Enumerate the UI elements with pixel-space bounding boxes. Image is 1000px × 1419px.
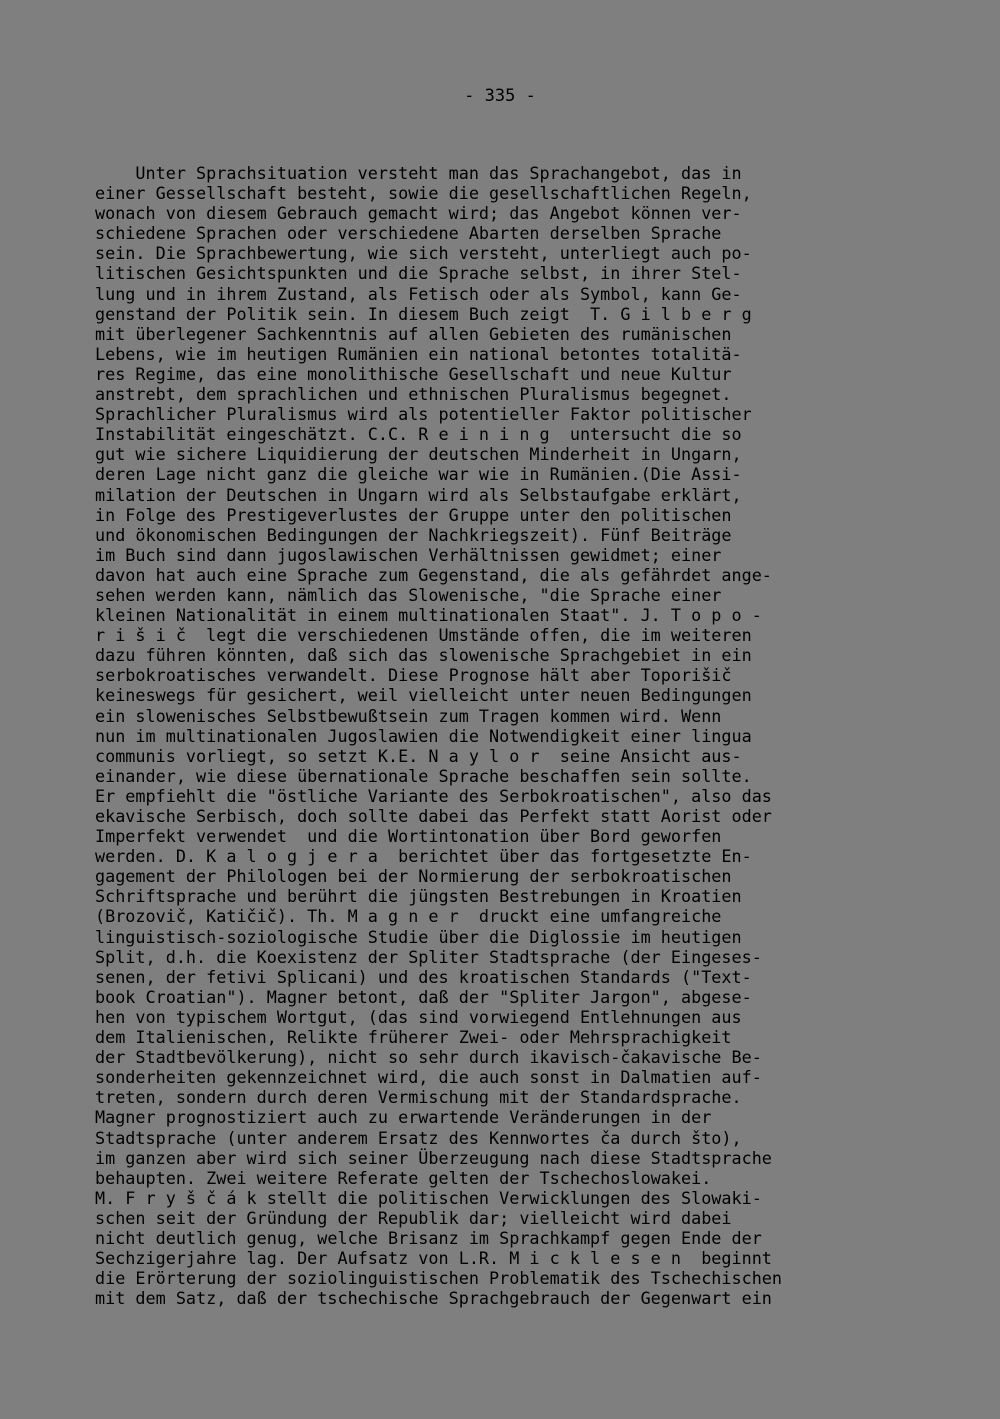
text-line: r i š i č legt die verschiedenen Umstände offen, die im weiteren [95,625,752,646]
text-line: serbokroatisches verwandelt. Diese Prognose hält aber Toporišič [95,665,732,686]
text-line: sein. Die Sprachbewertung, wie sich versteht, unterliegt auch po- [95,243,752,264]
body-text [95,163,925,1308]
text-line: Imperfekt verwendet und die Wortintonation über Bord geworfen [95,826,722,847]
text-line: milation der Deutschen in Ungarn wird als Selbstaufgabe erklärt, [95,484,742,505]
text-line: und ökonomischen Bedingungen der Nachkriegszeit). Fünf Beiträge [95,524,732,545]
text-line: kleinen Nationalität in einem multinationalen Staat". J. T o p o - [95,605,762,626]
text-line: Stadtsprache (unter anderem Ersatz des Kennwortes ča durch što), [95,1127,742,1148]
text-line: einander, wie diese übernationale Sprache beschaffen sein sollte. [95,765,752,786]
text-line: linguistisch-soziologische Studie über die Diglossie im heutigen [95,926,742,947]
text-line: Magner prognostiziert auch zu erwartende Veränderungen in der [95,1107,712,1128]
text-line: treten, sondern durch deren Vermischung mit der Standardsprache. [95,1087,742,1108]
text-line: mit überlegener Sachkenntnis auf allen Gebieten des rumänischen [95,323,732,344]
text-line: ekavische Serbisch, doch sollte dabei das Perfekt statt Aorist oder [95,806,772,826]
text-line: senen, der fetivi Splicani) und des kroatischen Standards ("Text- [95,966,752,987]
text-line: nicht deutlich genug, welche Brisanz im Sprachkampf gegen Ende der [95,1227,762,1248]
page-number: - 335 - [464,86,536,106]
text-line: Sechzigerjahre lag. Der Aufsatz von L.R. M i c k l e s e n beginnt [95,1248,772,1269]
text-line: anstrebt, dem sprachlichen und ethnischen Pluralismus begegnet. [95,384,732,405]
text-line: nun im multinationalen Jugoslawien die Notwendigkeit einer lingua [95,725,752,746]
text-line: sehen werden kann, nämlich das Slowenische, "die Sprache einer [95,584,722,605]
text-line: (Brozovič, Katičič). Th. M a g n e r druckt eine umfangreiche [95,906,722,927]
text-line: im ganzen aber wird sich seiner Überzeugung nach diese Stadtsprache [95,1147,772,1168]
text-line: ein slowenisches Selbstbewußtsein zum Tragen kommen wird. Wenn [95,705,722,726]
text-line: communis vorliegt, so setzt K.E. N a y l o r seine Ansicht aus- [95,745,742,766]
text-line: einer Gessellschaft besteht, sowie die gesellschaftlichen Regeln, [95,183,752,204]
text-line: Split, d.h. die Koexistenz der Spliter Stadtsprache (der Eingeses- [95,946,762,967]
text-line: litischen Gesichtspunkten und die Sprache selbst, in ihrer Stel- [95,263,742,284]
text-line: keineswegs für gesichert, weil vielleicht unter neuen Bedingungen [95,685,752,706]
text-line: Lebens, wie im heutigen Rumänien ein national betontes totalitä- [95,343,742,364]
text-line: Er empfiehlt die "östliche Variante des Serbokroatischen", also das [95,785,772,806]
text-line: dazu führen könnten, daß sich das slowenische Sprachgebiet in ein [95,645,752,666]
text-line: genstand der Politik sein. In diesem Buch zeigt T. G i l b e r g [95,303,752,324]
text-line: schiedene Sprachen oder verschiedene Abarten derselben Sprache [95,223,722,244]
text-line: gut wie sichere Liquidierung der deutschen Minderheit in Ungarn, [95,444,742,465]
text-line: res Regime, das eine monolithische Gesellschaft und neue Kultur [95,363,732,384]
text-line: gagement der Philologen bei der Normierung der serbokroatischen [95,866,732,887]
text-line: lung und in ihrem Zustand, als Fetisch oder als Symbol, kann Ge- [95,283,742,304]
text-line: Sprachlicher Pluralismus wird als potentieller Faktor politischer [95,404,752,425]
text-line: Unter Sprachsituation versteht man das Sprachangebot, das in [95,163,742,183]
text-line: schen seit der Gründung der Republik dar; vielleicht wird dabei [95,1207,732,1228]
text-line: in Folge des Prestigeverlustes der Gruppe unter den politischen [95,504,732,525]
text-line: die Erörterung der soziolinguistischen Problematik des Tschechischen [95,1268,783,1289]
text-line: davon hat auch eine Sprache zum Gegenstand, die als gefährdet ange- [95,564,772,585]
text-line: hen von typischem Wortgut, (das sind vorwiegend Entlehnungen aus [95,1006,742,1027]
text-line: werden. D. K a l o g j e r a berichtet über das fortgesetzte En- [95,846,752,867]
text-line: M. F r y š č á k stellt die politischen Verwicklungen des Slowaki- [95,1187,762,1208]
text-line: dem Italienischen, Relikte früherer Zwei- oder Mehrsprachigkeit [95,1027,732,1048]
text-line: der Stadtbevölkerung), nicht so sehr durch ikavisch-čakavische Be- [95,1047,762,1068]
text-line: wonach von diesem Gebrauch gemacht wird; das Angebot können ver- [95,203,742,224]
text-line: behaupten. Zwei weitere Referate gelten der Tschechoslowakei. [95,1167,712,1188]
text-line: Schriftsprache und berührt die jüngsten Bestrebungen in Kroatien [95,886,742,907]
text-line: sonderheiten gekennzeichnet wird, die auch sonst in Dalmatien auf- [95,1067,762,1088]
text-line: book Croatian"). Magner betont, daß der "Spliter Jargon", abgese- [95,986,752,1007]
text-line: im Buch sind dann jugoslawischen Verhältnissen gewidmet; einer [95,544,722,565]
text-line: Instabilität eingeschätzt. C.C. R e i n i n g untersucht die so [95,424,742,445]
text-line: deren Lage nicht ganz die gleiche war wie in Rumänien.(Die Assi- [95,464,742,485]
text-line: mit dem Satz, daß der tschechische Sprachgebrauch der Gegenwart ein [95,1288,772,1309]
